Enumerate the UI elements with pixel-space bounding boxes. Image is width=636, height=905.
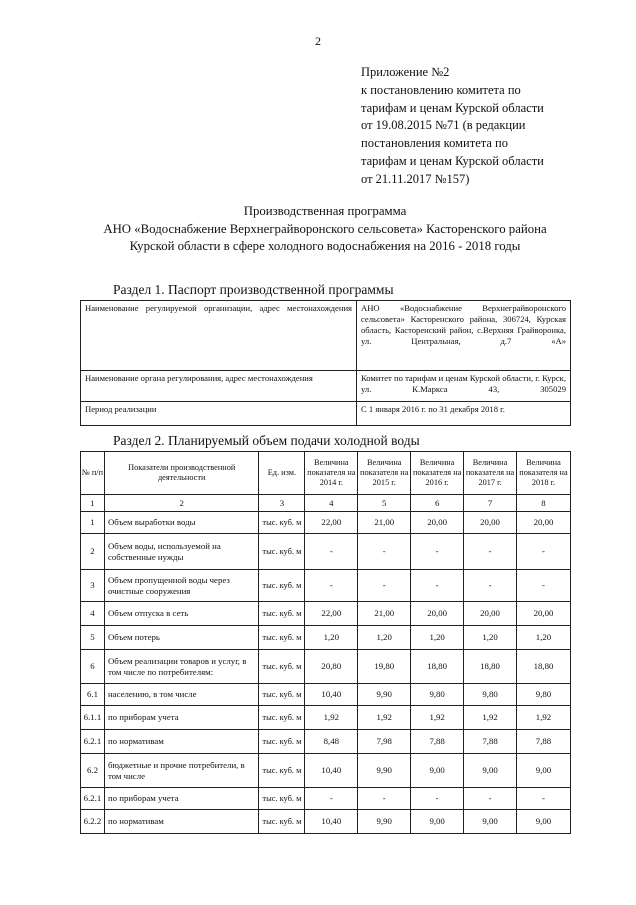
row-unit: тыс. куб. м [259, 534, 305, 570]
row-value: - [305, 570, 358, 602]
table-row [81, 730, 571, 754]
row-num: 2 [81, 534, 105, 570]
row-value: 9,00 [517, 754, 571, 788]
row-name: Объем реализации товаров и услуг, в том числе по потребителям: [104, 650, 258, 684]
row-name: населению, в том числе [104, 684, 258, 706]
table-row [81, 754, 571, 788]
row-name: по приборам учета [104, 788, 258, 810]
header-year: Величина показателя на 2015 г. [358, 452, 411, 495]
row-value: 9,00 [464, 754, 517, 788]
appendix-line: к постановлению комитета по [361, 82, 521, 97]
appendix-line: от 19.08.2015 №71 (в редакции [361, 118, 526, 133]
column-number: 3 [259, 495, 305, 512]
row-name: Объем выработки воды [104, 512, 258, 534]
header-indicator: Показатели производственной деятельности [104, 452, 258, 495]
section2-title: Раздел 2. Планируемый объем подачи холодной воды [113, 433, 420, 448]
planned-volume-table [80, 451, 571, 834]
row-value: - [464, 788, 517, 810]
row-unit: тыс. куб. м [259, 650, 305, 684]
row-value: - [517, 570, 571, 602]
row-value: 1,92 [411, 706, 464, 730]
row-value: 20,00 [464, 512, 517, 534]
row-value: 1,20 [358, 626, 411, 650]
row-name: Объем отпуска в сеть [104, 602, 258, 626]
row-name: по нормативам [104, 730, 258, 754]
row-value: 20,00 [517, 602, 571, 626]
header-num: № п/п [81, 452, 105, 495]
page-number: 2 [315, 34, 321, 48]
appendix-line: тарифам и ценам Курской области [361, 100, 544, 115]
table-row [81, 534, 571, 570]
row-unit: тыс. куб. м [259, 626, 305, 650]
row-num: 6.1 [81, 684, 105, 706]
header-row [81, 452, 571, 495]
row-unit: тыс. куб. м [259, 602, 305, 626]
row-unit: тыс. куб. м [259, 730, 305, 754]
table-row [81, 570, 571, 602]
header-year: Величина показателя на 2017 г. [464, 452, 517, 495]
row-value: - [305, 534, 358, 570]
row-num: 1 [81, 512, 105, 534]
row-value: 21,00 [358, 512, 411, 534]
row-name: по нормативам [104, 810, 258, 834]
row-value: 18,80 [464, 650, 517, 684]
row-value: 9,00 [464, 810, 517, 834]
table-row [81, 706, 571, 730]
row-num: 6.1.1 [81, 706, 105, 730]
row-value: 7,88 [517, 730, 571, 754]
row-unit: тыс. куб. м [259, 788, 305, 810]
row-value: 18,80 [411, 650, 464, 684]
table-row [81, 684, 571, 706]
row-value: - [305, 788, 358, 810]
row-value: - [411, 570, 464, 602]
row-value: 10,40 [305, 684, 358, 706]
table-row [81, 301, 571, 371]
row-value: 20,80 [305, 650, 358, 684]
passport-label: Период реализации [81, 402, 357, 426]
row-value: 8,48 [305, 730, 358, 754]
passport-label: Наименование регулируемой организации, адрес местонахождения [81, 301, 357, 371]
column-number: 8 [517, 495, 571, 512]
title-line: Курской области в сфере холодного водоснабжения на 2016 - 2018 годы [129, 239, 521, 253]
column-number-row [81, 495, 571, 512]
row-value: 9,80 [411, 684, 464, 706]
row-num: 6.2.1 [81, 788, 105, 810]
column-number: 5 [358, 495, 411, 512]
row-unit: тыс. куб. м [259, 706, 305, 730]
row-value: - [358, 788, 411, 810]
table-row [81, 371, 571, 402]
appendix-note [361, 64, 601, 189]
column-number: 2 [104, 495, 258, 512]
row-value: 18,80 [517, 650, 571, 684]
row-value: 1,20 [517, 626, 571, 650]
passport-label: Наименование органа регулирования, адрес местонахождения [81, 371, 357, 402]
row-value: - [517, 534, 571, 570]
row-value: 1,92 [517, 706, 571, 730]
row-num: 6.2.2 [81, 810, 105, 834]
row-value: 9,00 [517, 810, 571, 834]
row-num: 5 [81, 626, 105, 650]
appendix-line: от 21.11.2017 №157) [361, 171, 470, 186]
row-value: 20,00 [464, 602, 517, 626]
row-value: 20,00 [517, 512, 571, 534]
section1-title: Раздел 1. Паспорт производственной программы [113, 282, 394, 297]
row-value: 9,00 [411, 810, 464, 834]
row-value: 7,98 [358, 730, 411, 754]
table-row [81, 512, 571, 534]
row-value: 9,00 [411, 754, 464, 788]
row-name: Объем потерь [104, 626, 258, 650]
row-value: 7,88 [411, 730, 464, 754]
row-value: 9,90 [358, 810, 411, 834]
table-row [81, 810, 571, 834]
row-value: 1,92 [464, 706, 517, 730]
row-value: - [411, 788, 464, 810]
row-name: по приборам учета [104, 706, 258, 730]
row-unit: тыс. куб. м [259, 570, 305, 602]
row-value: 20,00 [411, 602, 464, 626]
appendix-line: тарифам и ценам Курской области [361, 153, 544, 168]
row-num: 6.2 [81, 754, 105, 788]
row-name: бюджетные и прочие потребители, в том числе [104, 754, 258, 788]
row-value: 9,80 [464, 684, 517, 706]
table-row [81, 626, 571, 650]
row-value: 21,00 [358, 602, 411, 626]
row-value: 22,00 [305, 512, 358, 534]
column-number: 7 [464, 495, 517, 512]
row-value: 22,00 [305, 602, 358, 626]
row-num: 4 [81, 602, 105, 626]
table-row [81, 602, 571, 626]
appendix-line: Приложение №2 [361, 65, 450, 79]
table-row [81, 650, 571, 684]
header-year: Величина показателя на 2014 г. [305, 452, 358, 495]
header-year: Величина показателя на 2018 г. [517, 452, 571, 495]
row-value: 1,92 [305, 706, 358, 730]
column-number: 4 [305, 495, 358, 512]
row-value: 1,20 [305, 626, 358, 650]
row-value: - [411, 534, 464, 570]
header-year: Величина показателя на 2016 г. [411, 452, 464, 495]
row-value: 9,90 [358, 754, 411, 788]
passport-value: С 1 января 2016 г. по 31 декабря 2018 г. [357, 402, 571, 426]
row-name: Объем воды, используемой на собственные нужды [104, 534, 258, 570]
row-num: 6 [81, 650, 105, 684]
row-value: 10,40 [305, 810, 358, 834]
table-row [81, 788, 571, 810]
row-value: 19,80 [358, 650, 411, 684]
row-value: 9,80 [517, 684, 571, 706]
row-unit: тыс. куб. м [259, 512, 305, 534]
title-line: АНО «Водоснабжение Верхнеграйворонского сельсовета» Касторенского района [103, 221, 547, 236]
passport-value: АНО «Водоснабжение Верхнеграйворонского сельсовета» Касторенского района, 306724, Курская область, Касторенский район, с.Верхняя Грайворонка, ул. Центральная, д.7 «А» [357, 301, 571, 371]
title-line: Производственная программа [243, 204, 407, 218]
passport-table [80, 300, 571, 426]
row-value: - [517, 788, 571, 810]
row-value: 10,40 [305, 754, 358, 788]
row-value: 1,20 [464, 626, 517, 650]
row-value: - [358, 534, 411, 570]
passport-value: Комитет по тарифам и ценам Курской области, г. Курск, ул. К.Маркса 43, 305029 [357, 371, 571, 402]
row-value: - [358, 570, 411, 602]
column-number: 6 [411, 495, 464, 512]
appendix-line: постановления комитета по [361, 136, 508, 151]
row-name: Объем пропущенной воды через очистные сооружения [104, 570, 258, 602]
row-value: - [464, 570, 517, 602]
row-unit: тыс. куб. м [259, 684, 305, 706]
header-unit: Ед. изм. [259, 452, 305, 495]
row-value: 20,00 [411, 512, 464, 534]
column-number: 1 [81, 495, 105, 512]
row-num: 3 [81, 570, 105, 602]
row-value: - [464, 534, 517, 570]
document-title [40, 203, 610, 256]
table-row [81, 402, 571, 426]
row-unit: тыс. куб. м [259, 810, 305, 834]
row-value: 9,90 [358, 684, 411, 706]
row-value: 7,88 [464, 730, 517, 754]
row-num: 6.2.1 [81, 730, 105, 754]
row-unit: тыс. куб. м [259, 754, 305, 788]
row-value: 1,92 [358, 706, 411, 730]
row-value: 1,20 [411, 626, 464, 650]
